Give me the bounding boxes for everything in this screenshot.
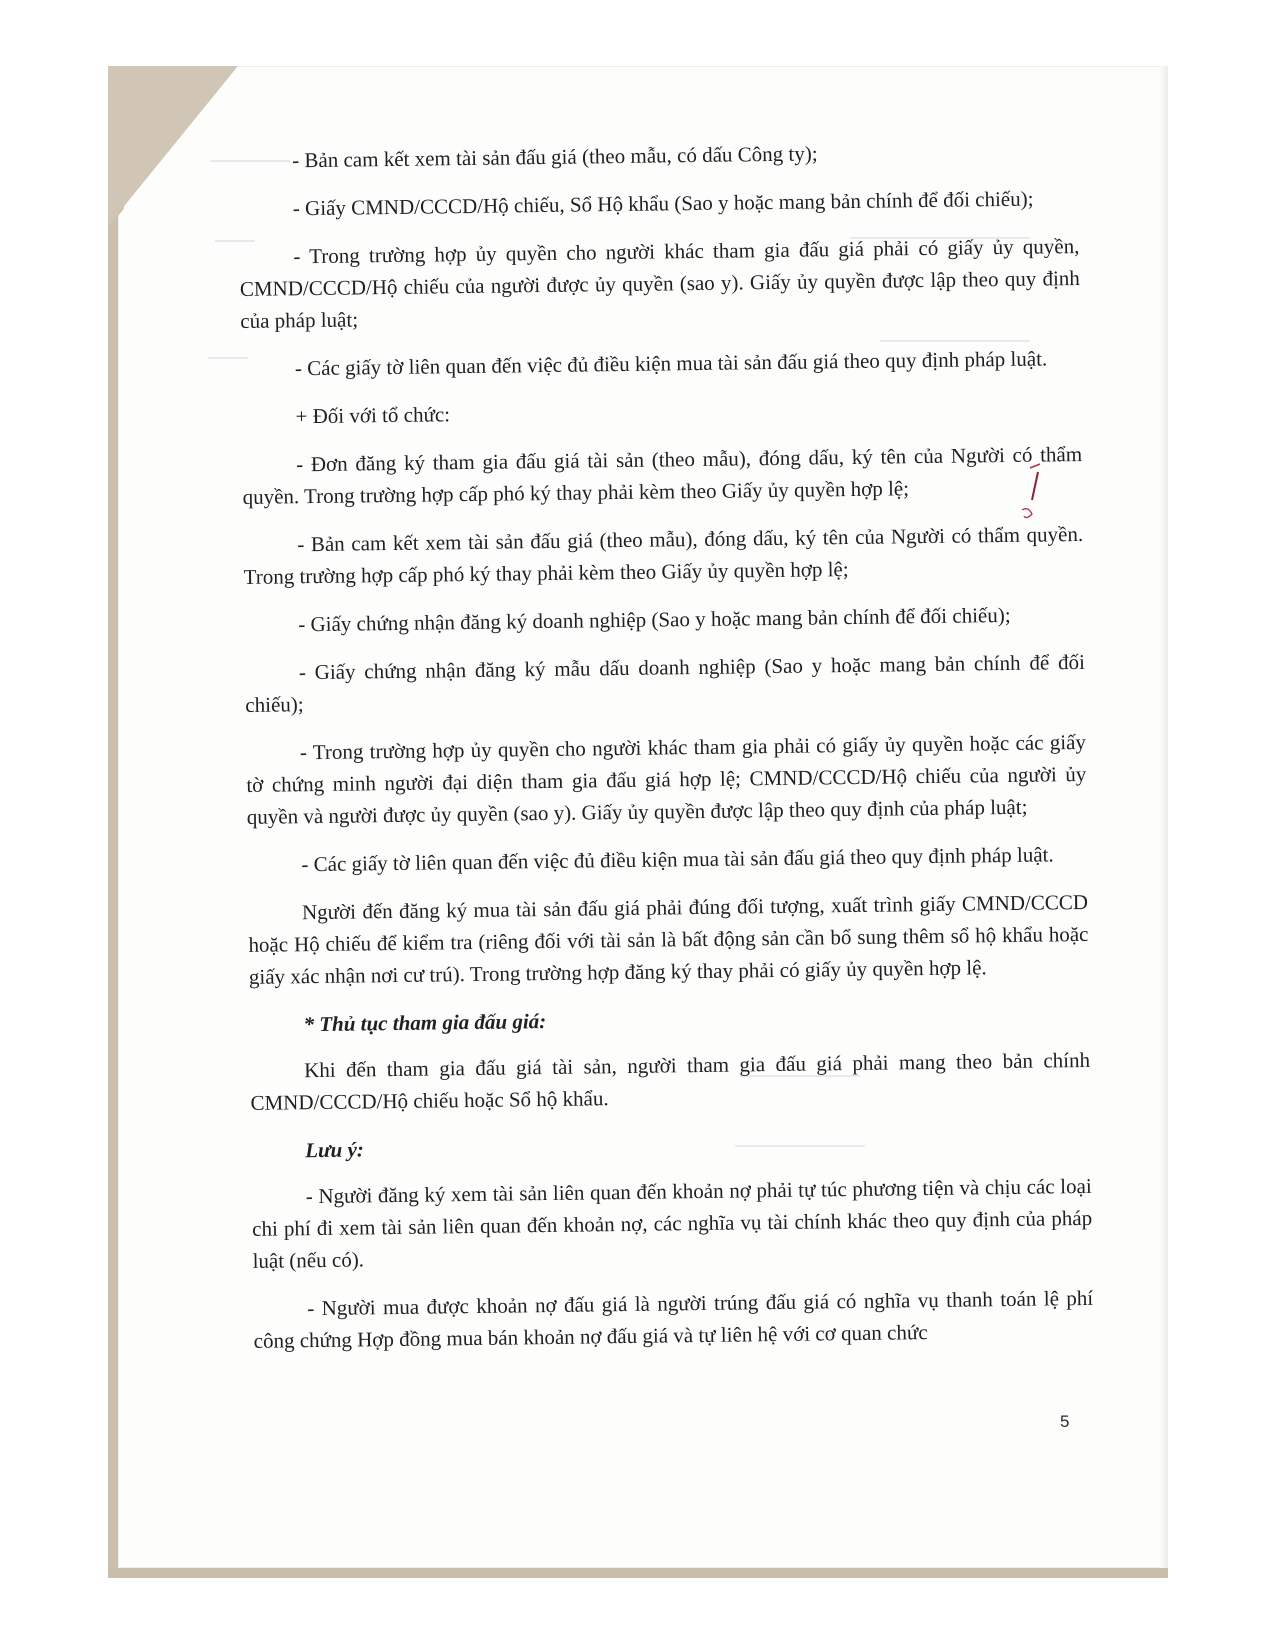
paragraph: - Các giấy tờ liên quan đến việc đủ điều kiện mua tài sản đấu giá theo quy định pháp luật. (294, 346, 1048, 381)
handwritten-pen-mark (1012, 460, 1052, 530)
section-label-organizations: + Đối với tổ chức: (295, 402, 451, 429)
procedure-text: Khi đến tham gia đấu giá tài sản, người tham gia đấu giá phải mang theo bản chính CMND/CCCD/Hộ chiếu hoặc Sổ hộ khẩu. (250, 1047, 1091, 1115)
page-edge-shadow (1160, 66, 1168, 1568)
paragraph: - Trong trường hợp ủy quyền cho người khác tham gia đấu giá phải có giấy ủy quyền, CMND/CCCD/Hộ chiếu của người được ủy quyền (sao y). Giấy ủy quyền được lập theo quy định của pháp luật; (239, 233, 1080, 333)
table-surface-bottom (108, 1568, 1168, 1578)
note-item: - Người mua được khoản nợ đấu giá là người trúng đấu giá có nghĩa vụ thanh toán lệ phí công chứng Hợp đồng mua bán khoản nợ đấu giá và tự liên hệ với cơ quan chức (253, 1285, 1094, 1353)
page-number: 5 (1060, 1412, 1070, 1431)
paragraph: - Giấy chứng nhận đăng ký mẫu dấu doanh nghiệp (Sao y hoặc mang bản chính để đối chiếu); (245, 649, 1085, 717)
paragraph: - Bản cam kết xem tài sản đấu giá (theo mẫu), đóng dấu, ký tên của Người có thẩm quyền. Trong trường hợp cấp phó ký thay phải kèm theo Giấy ủy quyền hợp lệ; (243, 521, 1084, 589)
paragraph: - Giấy CMND/CCCD/Hộ chiếu, Sổ Hộ khẩu (Sao y hoặc mang bản chính để đối chiếu); (292, 186, 1034, 221)
paragraph: - Đơn đăng ký tham gia đấu giá tài sản (theo mẫu), đóng dấu, ký tên của Người có thẩm quyền. Trong trường hợp cấp phó ký thay phải kèm theo Giấy ủy quyền hợp lệ; (242, 441, 1083, 509)
note-heading: Lưu ý: (305, 1137, 364, 1163)
paragraph: - Trong trường hợp ủy quyền cho người khác tham gia phải có giấy ủy quyền hoặc các giấy tờ chứng minh người đại diện tham gia đấu giá hợp lệ; CMND/CCCD/Hộ chiếu của người ủy quyền và người được ủy quyền (sao y). Giấy ủy quyền được lập theo quy định của pháp luật; (246, 729, 1087, 829)
paragraph: - Bản cam kết xem tài sản đấu giá (theo mẫu, có dấu Công ty); (292, 141, 818, 173)
note-item: - Người đăng ký xem tài sản liên quan đến khoản nợ phải tự túc phương tiện và chịu các loại chi phí đi xem tài sản liên quan đến khoản nợ, các nghĩa vụ tài chính khác theo quy định của pháp luật (nếu có). (252, 1173, 1093, 1273)
procedure-heading: * Thủ tục tham gia đấu giá: (303, 1009, 547, 1037)
paragraph: - Giấy chứng nhận đăng ký doanh nghiệp (Sao y hoặc mang bản chính để đối chiếu); (298, 602, 1011, 637)
paragraph: - Các giấy tờ liên quan đến việc đủ điều kiện mua tài sản đấu giá theo quy định pháp luật. (301, 842, 1054, 877)
paragraph: Người đến đăng ký mua tài sản đấu giá phải đúng đối tượng, xuất trình giấy CMND/CCCD hoặc Hộ chiếu để kiểm tra (riêng đối với tài sản là bất động sản cần bổ sung thêm sổ hộ khẩu hoặc giấy xác nhận nơi cư trú). Trong trường hợp đăng ký thay phải có giấy ủy quyền hợp lệ. (248, 889, 1089, 989)
document-body (238, 134, 1094, 1373)
